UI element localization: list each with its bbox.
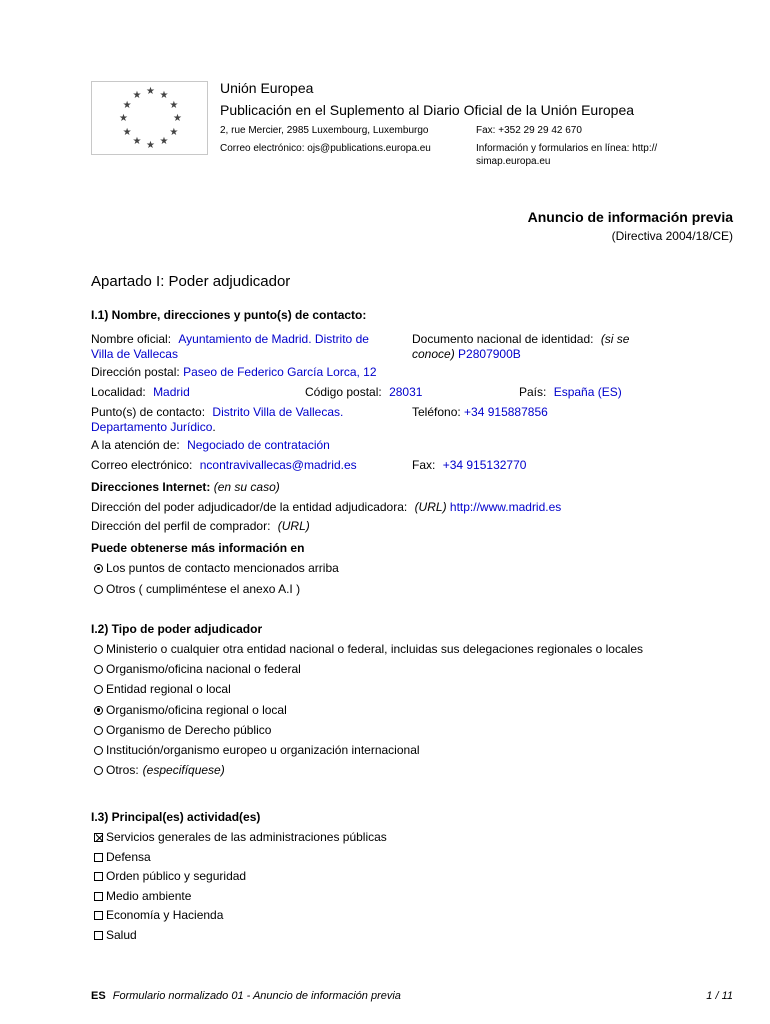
option-label: Organismo/oficina nacional o federal — [106, 662, 301, 677]
header-info-line1: Información y formularios en línea: http:// — [476, 143, 658, 154]
option-label: Otros ( cumpliméntese el anexo A.I ) — [106, 581, 301, 596]
star-icon: ★ — [119, 113, 128, 124]
checkbox[interactable] — [94, 833, 103, 842]
attention-row — [91, 438, 330, 452]
doc-id-hint: (si se — [600, 332, 630, 346]
option-label: Ministerio o cualquier otra entidad nacional o federal, incluidas sus delegaciones regionales o locales — [106, 642, 643, 656]
attention-label: A la atención de: — [91, 438, 180, 452]
doc-id-label: Documento nacional de identidad: — [412, 332, 594, 346]
checkbox-option[interactable] — [94, 850, 151, 864]
email-row — [91, 458, 357, 472]
radio-button[interactable] — [94, 706, 103, 715]
header-org: Unión Europea — [220, 80, 314, 96]
radio-button[interactable] — [94, 665, 103, 674]
radio-option[interactable] — [94, 642, 643, 656]
option-label: Institución/organismo europeo u organización internacional — [106, 743, 420, 757]
star-icon: ★ — [132, 89, 142, 101]
checkbox-option[interactable] — [94, 830, 387, 844]
contact-value-2: Departamento Jurídico — [91, 420, 213, 434]
official-name-value: Ayuntamiento de Madrid. Distrito de — [178, 332, 369, 346]
buyer-addr-row — [91, 500, 561, 514]
checkbox[interactable] — [94, 853, 103, 862]
zip-row — [305, 385, 422, 399]
email-value: ncontravivallecas@madrid.es — [199, 458, 357, 472]
attention-value: Negociado de contratación — [187, 438, 330, 452]
contact-value: Distrito Villa de Vallecas. — [212, 405, 344, 419]
country-value: España (ES) — [553, 385, 622, 399]
doc-id-row — [412, 332, 629, 346]
locality-value: Madrid — [153, 385, 190, 399]
zip-label: Código postal: — [305, 385, 382, 399]
doc-id-value: P2807900B — [458, 347, 521, 361]
contact-value-2-suffix: . — [212, 420, 216, 434]
official-name-label: Nombre oficial: — [91, 332, 172, 346]
star-icon: ★ — [169, 126, 179, 138]
radio-option[interactable] — [94, 582, 300, 596]
option-label: Los puntos de contacto mencionados arriba — [106, 561, 339, 575]
locality-label: Localidad: — [91, 385, 146, 399]
internet-label: Direcciones Internet: — [91, 480, 211, 494]
i2-title: I.2) Tipo de poder adjudicador — [91, 622, 263, 636]
star-icon: ★ — [146, 86, 155, 97]
option-label: Economía y Hacienda — [106, 908, 224, 922]
doc-id-hint-2: conoce) — [412, 347, 455, 361]
official-name-row — [91, 332, 369, 346]
section-title: Apartado I: Poder adjudicador — [91, 273, 291, 290]
option-label: Salud — [106, 927, 137, 942]
phone-value: +34 915887856 — [464, 405, 548, 419]
option-label: Defensa — [106, 849, 151, 864]
radio-button[interactable] — [94, 726, 103, 735]
radio-option[interactable] — [94, 763, 225, 777]
fax-label: Fax: — [412, 458, 436, 472]
internet-row — [91, 480, 280, 494]
radio-button[interactable] — [94, 645, 103, 654]
star-icon: ★ — [169, 99, 179, 111]
notice-directive: (Directiva 2004/18/CE) — [611, 229, 733, 243]
radio-button[interactable] — [94, 746, 103, 755]
profile-hint: (URL) — [277, 519, 310, 533]
locality-row — [91, 385, 190, 399]
star-icon: ★ — [159, 136, 169, 148]
header-title: Publicación en el Suplemento al Diario Oficial de la Unión Europea — [220, 102, 635, 118]
footer-left — [91, 990, 401, 1002]
header-address: 2, rue Mercier, 2985 Luxembourg, Luxemburgo — [220, 125, 429, 136]
checkbox-option[interactable] — [94, 908, 223, 922]
option-label: Medio ambiente — [106, 888, 192, 903]
checkbox[interactable] — [94, 872, 103, 881]
option-label: Organismo/oficina regional o local — [106, 702, 287, 717]
contact-row-2 — [91, 420, 216, 434]
email-label: Correo electrónico: — [91, 458, 193, 472]
checkbox-option[interactable] — [94, 889, 191, 903]
option-label: Otros: — [106, 763, 139, 778]
radio-button[interactable] — [94, 685, 103, 694]
buyer-addr-label: Dirección del poder adjudicador/de la entidad adjudicadora: — [91, 500, 408, 514]
internet-hint: (en su caso) — [213, 480, 280, 494]
profile-row — [91, 519, 310, 533]
option-hint: (especifíquese) — [142, 763, 225, 778]
contact-row — [91, 405, 343, 419]
radio-option[interactable] — [94, 682, 231, 696]
i1-title: I.1) Nombre, direcciones y punto(s) de contacto: — [91, 308, 367, 322]
notice-title: Anuncio de información previa — [527, 209, 733, 225]
star-icon: ★ — [132, 136, 142, 148]
radio-option[interactable] — [94, 723, 271, 737]
option-label: Entidad regional o local — [106, 682, 231, 697]
star-icon: ★ — [173, 113, 182, 124]
star-icon: ★ — [122, 126, 132, 138]
footer-lang: ES — [91, 990, 106, 1002]
i3-title: I.3) Principal(es) actividad(es) — [91, 810, 261, 824]
phone-row — [412, 405, 548, 419]
zip-value: 28031 — [389, 385, 423, 399]
fax-row — [412, 458, 526, 472]
checkbox[interactable] — [94, 911, 103, 920]
footer-page: 1 / 11 — [706, 990, 733, 1002]
more-info-label: Puede obtenerse más información en — [91, 541, 305, 555]
buyer-addr-link[interactable]: http://www.madrid.es — [449, 500, 562, 514]
header-info-line2: simap.europa.eu — [476, 156, 551, 167]
star-icon: ★ — [122, 99, 132, 111]
official-name-value-2: Villa de Vallecas — [91, 347, 178, 361]
fax-value: +34 915132770 — [442, 458, 527, 472]
radio-option[interactable] — [94, 662, 301, 676]
eu-flag-logo — [91, 81, 208, 155]
checkbox-option[interactable] — [94, 928, 137, 942]
footer-form-name: Formulario normalizado 01 - Anuncio de información previa — [112, 990, 401, 1002]
checkbox[interactable] — [94, 931, 103, 940]
option-label: Organismo de Derecho público — [106, 722, 272, 737]
country-label: País: — [519, 385, 547, 399]
option-label: Servicios generales de las administraciones públicas — [106, 830, 387, 844]
contact-label: Punto(s) de contacto: — [91, 405, 206, 419]
header-fax: Fax: +352 29 29 42 670 — [476, 125, 582, 136]
star-icon: ★ — [146, 140, 155, 151]
checkbox-option[interactable] — [94, 869, 246, 883]
postal-value: Paseo de Federico García Lorca, 12 — [183, 365, 377, 379]
postal-label: Dirección postal: — [91, 365, 180, 379]
checkbox[interactable] — [94, 892, 103, 901]
star-icon: ★ — [159, 89, 169, 101]
phone-label: Teléfono: — [412, 405, 461, 419]
postal-row — [91, 365, 377, 379]
doc-id-row-2 — [412, 347, 521, 361]
radio-button[interactable] — [94, 585, 103, 594]
profile-label: Dirección del perfil de comprador: — [91, 519, 271, 533]
option-label: Orden público y seguridad — [106, 869, 247, 883]
radio-option[interactable] — [94, 703, 287, 717]
buyer-addr-hint: (URL) — [414, 500, 447, 514]
radio-button[interactable] — [94, 766, 103, 775]
radio-button[interactable] — [94, 564, 103, 573]
radio-option[interactable] — [94, 743, 420, 757]
country-row — [519, 385, 622, 399]
radio-option[interactable] — [94, 561, 339, 575]
header-email: Correo electrónico: ojs@publications.europa.eu — [220, 143, 431, 154]
